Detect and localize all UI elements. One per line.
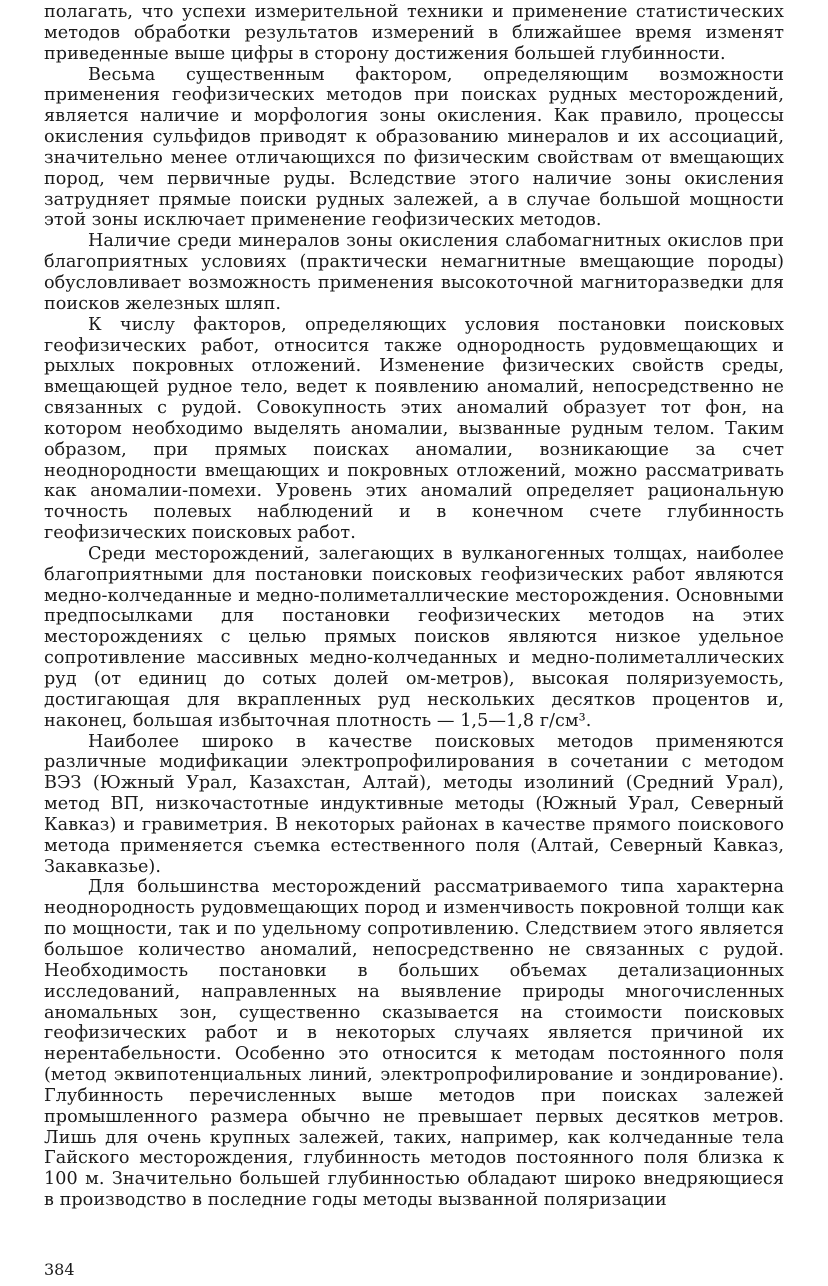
- book-page: [44, 2, 784, 1284]
- paragraph-1: полагать, что успехи измерительной техники и применение статистических методов обработки результатов измерений в ближайшее время изменят приведенные выше цифры в сторону достижения большей глубинности.: [44, 2, 784, 64]
- paragraph-7: Для большинства месторождений рассматриваемого типа характерна неоднородность рудовмещающих пород и изменчивость покровной толщи как по мощности, так и по удельному сопротивлению. Следствием этого является большое количество аномалий, непосредственно не связанных с рудой. Необходимость постановки в больших объемах детализационных исследований, направленных на выявление природы многочисленных аномальных зон, существенно сказывается на стоимости поисковых геофизических работ и в некоторых случаях является причиной их нерентабельности. Особенно это относится к методам постоянного поля (метод эквипотенциальных линий, электропрофилирование и зондирование). Глубинность перечисленных выше методов при поисках залежей промышленного размера обычно не превышает первых десятков метров. Лишь для очень крупных залежей, таких, например, как колчеданные тела Гайского месторождения, глубинность методов постоянного поля близка к 100 м. Значительно большей глубинностью обладают широко внедряющиеся в производство в последние годы методы вызванной поляризации: [44, 877, 784, 1211]
- paragraph-5: Среди месторождений, залегающих в вулканогенных толщах, наиболее благоприятными для постановки поисковых геофизических работ являются медно-колчеданные и медно-полиметаллические месторождения. Основными предпосылками для постановки геофизических методов на этих месторождениях с целью прямых поисков являются низкое удельное сопротивление массивных медно-колчеданных и медно-полиметаллических руд (от единиц до сотых долей ом-метров), высокая поляризуемость, достигающая для вкрапленных руд нескольких десятков процентов и, наконец, большая избыточная плотность — 1,5—1,8 г/см³.: [44, 543, 784, 731]
- paragraph-2: Весьма существенным фактором, определяющим возможности применения геофизических методов при поисках рудных месторождений, является наличие и морфология зоны окисления. Как правило, процессы окисления сульфидов приводят к образованию минералов и их ассоциаций, значительно менее отличающихся по физическим свойствам от вмещающих пород, чем первичные руды. Вследствие этого наличие зоны окисления затрудняет прямые поиски рудных залежей, а в случае большой мощности этой зоны исключает применение геофизических методов.: [44, 64, 784, 231]
- body-text: [44, 2, 784, 1211]
- page-number: 384: [44, 1260, 75, 1279]
- paragraph-6: Наиболее широко в качестве поисковых методов применяются различные модификации электропрофилирования в сочетании с методом ВЭЗ (Южный Урал, Казахстан, Алтай), методы изолиний (Средний Урал), метод ВП, низкочастотные индуктивные методы (Южный Урал, Северный Кавказ) и гравиметрия. В некоторых районах в качестве прямого поискового метода применяется съемка естественного поля (Алтай, Северный Кавказ, Закавказье).: [44, 731, 784, 877]
- paragraph-3: Наличие среди минералов зоны окисления слабомагнитных окислов при благоприятных условиях (практически немагнитные вмещающие породы) обусловливает возможность применения высокоточной магниторазведки для поисков железных шляп.: [44, 231, 784, 314]
- paragraph-4: К числу факторов, определяющих условия постановки поисковых геофизических работ, относится также однородность рудовмещающих и рыхлых покровных отложений. Изменение физических свойств среды, вмещающей рудное тело, ведет к появлению аномалий, непосредственно не связанных с рудой. Совокупность этих аномалий образует тот фон, на котором необходимо выделять аномалии, вызванные рудным телом. Таким образом, при прямых поисках аномалии, возникающие за счет неоднородности вмещающих и покровных отложений, можно рассматривать как аномалии-помехи. Уровень этих аномалий определяет рациональную точность полевых наблюдений и в конечном счете глубинность геофизических поисковых работ.: [44, 314, 784, 544]
